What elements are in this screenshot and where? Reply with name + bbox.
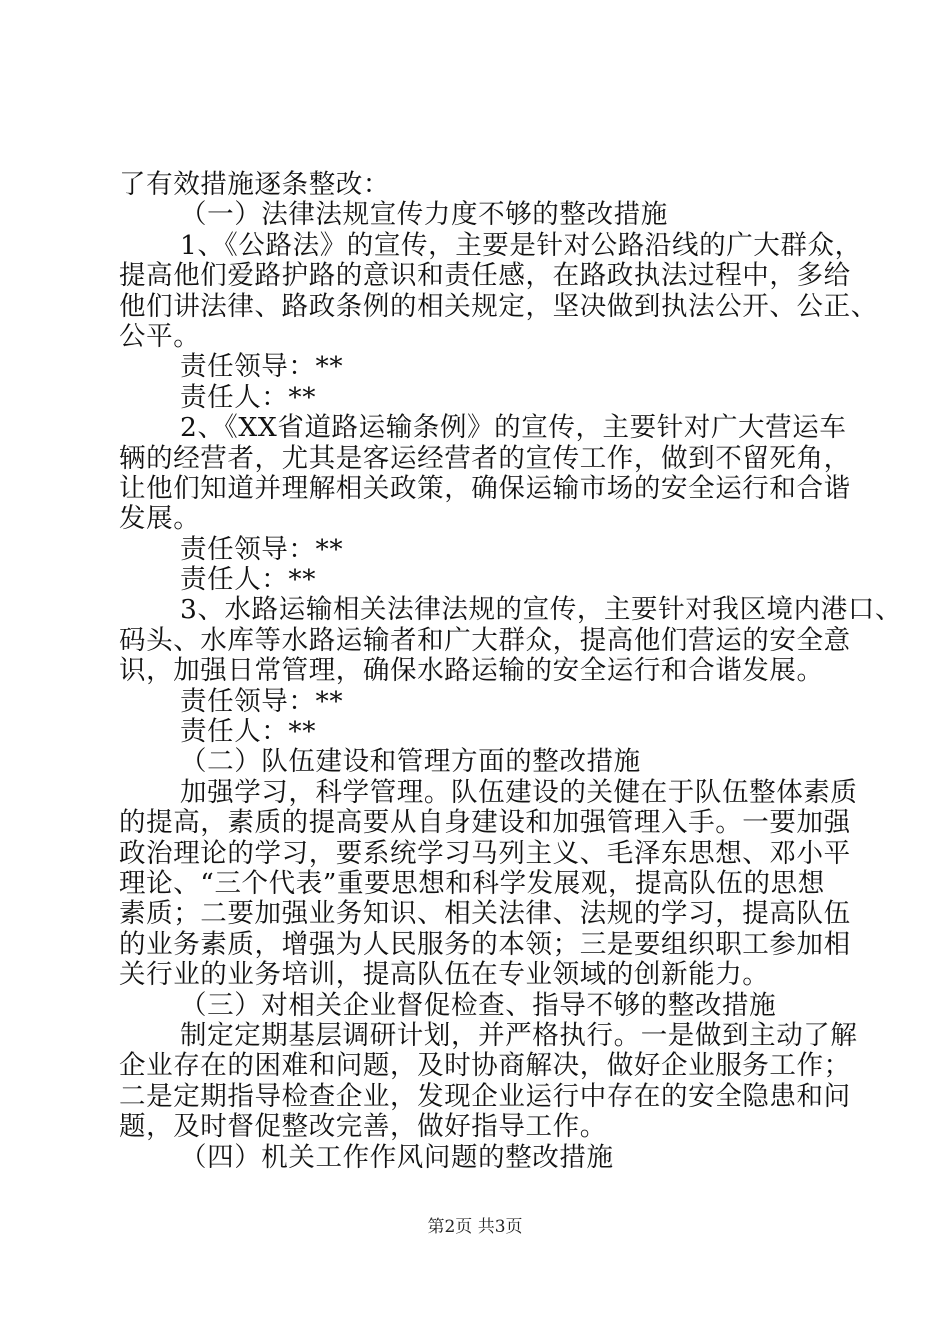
page-footer: 第2页 共3页 <box>427 1217 523 1237</box>
text-line: 提高他们爱路护路的意识和责任感，在路政执法过程中，多给 <box>119 260 851 292</box>
text-line: （二）队伍建设和管理方面的整改措施 <box>180 746 641 778</box>
text-line: （四）机关工作作风问题的整改措施 <box>180 1141 614 1173</box>
text-line: 的业务素质，增强为人民服务的本领；三是要组织职工参加相 <box>119 928 851 960</box>
text-line: （三）对相关企业督促检查、指导不够的整改措施 <box>180 989 777 1021</box>
text-line: 政治理论的学习，要系统学习马列主义、毛泽东思想、邓小平 <box>119 837 851 869</box>
text-line: 3、水路运输相关法律法规的宣传，主要针对我区境内港口、 <box>180 594 903 626</box>
text-line: 辆的经营者，尤其是客运经营者的宣传工作，做到不留死角， <box>119 442 851 474</box>
text-line: 责任领导：** <box>180 533 344 565</box>
text-line: （一）法律法规宣传力度不够的整改措施 <box>180 199 668 231</box>
text-line: 责任人：** <box>180 381 317 413</box>
text-line: 责任领导：** <box>180 685 344 717</box>
text-line: 二是定期指导检查企业，发现企业运行中存在的安全隐患和问 <box>119 1080 851 1112</box>
text-line: 理论、“三个代表”重要思想和科学发展观，提高队伍的思想 <box>119 867 825 899</box>
text-line: 他们讲法律、路政条例的相关规定，坚决做到执法公开、公正、 <box>119 290 878 322</box>
text-line: 1、《公路法》的宣传，主要是针对公路沿线的广大群众， <box>180 229 862 261</box>
text-line: 制定定期基层调研计划，并严格执行。一是做到主动了解 <box>180 1019 858 1051</box>
text-line: 让他们知道并理解相关政策，确保运输市场的安全运行和合谐 <box>119 472 851 504</box>
text-line: 责任领导：** <box>180 351 344 383</box>
text-line: 题，及时督促整改完善，做好指导工作。 <box>119 1111 607 1143</box>
text-line: 码头、水库等水路运输者和广大群众，提高他们营运的安全意 <box>119 624 851 656</box>
text-line: 责任人：** <box>180 716 317 748</box>
text-line: 公平。 <box>119 320 201 352</box>
text-line: 的提高，素质的提高要从自身建设和加强管理入手。一要加强 <box>119 807 851 839</box>
text-line: 加强学习，科学管理。队伍建设的关健在于队伍整体素质 <box>180 776 858 808</box>
text-line: 识，加强日常管理，确保水路运输的安全运行和合谐发展。 <box>119 655 824 687</box>
text-line: 企业存在的困难和问题，及时协商解决，做好企业服务工作； <box>119 1050 851 1082</box>
text-line: 责任人：** <box>180 564 317 596</box>
text-line: 发展。 <box>119 503 201 535</box>
text-line: 了有效措施逐条整改： <box>119 169 390 200</box>
document-body <box>119 169 903 1173</box>
text-line: 关行业的业务培训，提高队伍在专业领域的创新能力。 <box>119 959 770 991</box>
text-line: 素质；二要加强业务知识、相关法律、法规的学习，提高队伍 <box>119 898 851 930</box>
text-line: 2、《XX省道路运输条例》的宣传，主要针对广大营运车 <box>180 412 847 444</box>
